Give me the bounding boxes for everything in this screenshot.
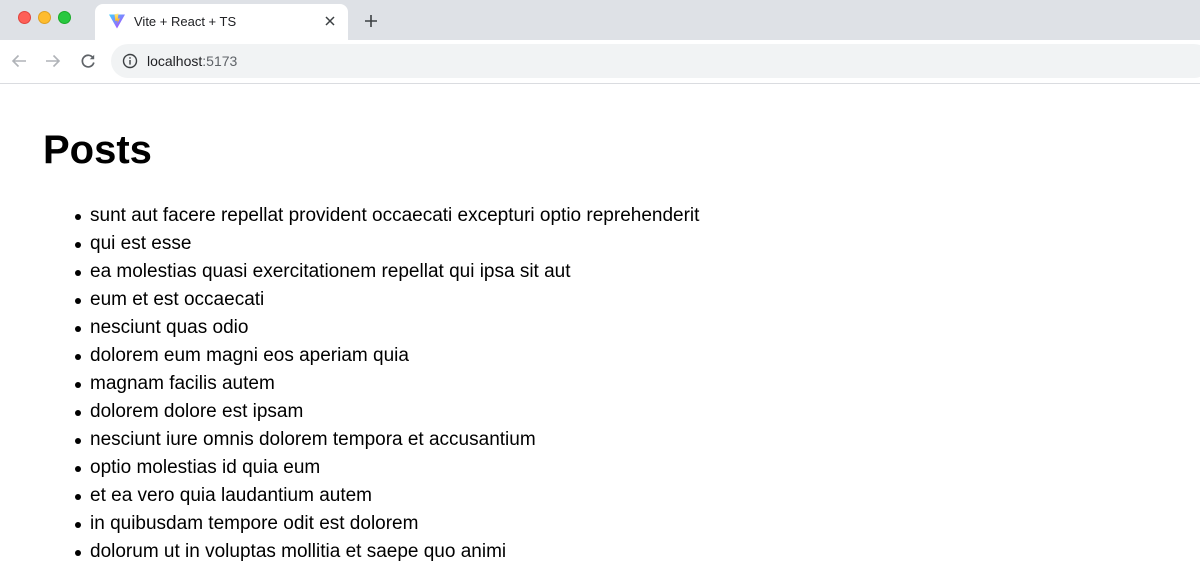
list-item [90, 286, 699, 314]
url-port: :5173 [202, 53, 238, 69]
post-title: nesciunt quas odio [90, 317, 249, 338]
post-title: optio molestias id quia eum [90, 457, 321, 478]
list-item [90, 314, 699, 342]
list-item [90, 454, 699, 482]
list-item [90, 202, 699, 230]
post-title: dolorem eum magni eos aperiam quia [90, 345, 409, 366]
post-title: ea molestias quasi exercitationem repellat qui ipsa sit aut [90, 261, 571, 282]
post-title: eum et est occaecati [90, 289, 265, 310]
page-title: Posts [43, 128, 152, 172]
bullet [75, 326, 81, 332]
bullet [75, 214, 81, 220]
list-item [90, 370, 699, 398]
list-item [90, 398, 699, 426]
bullet [75, 410, 81, 416]
post-title: et ea vero quia laudantium autem [90, 485, 373, 506]
post-title: magnam facilis autem [90, 373, 275, 394]
window-minimize-button[interactable] [38, 11, 51, 24]
reload-icon[interactable] [77, 50, 99, 72]
bullet [75, 242, 81, 248]
plus-icon[interactable] [360, 10, 382, 32]
bullet [75, 466, 81, 472]
list-item [90, 230, 699, 258]
bullet [75, 550, 81, 556]
browser-tab[interactable] [95, 4, 348, 40]
tab-title: Vite + React + TS [134, 14, 237, 29]
bullet [75, 522, 81, 528]
url-host: localhost [147, 53, 203, 69]
list-item [90, 426, 699, 454]
arrow-left-icon[interactable] [8, 50, 30, 72]
list-item [90, 482, 699, 510]
list-item [90, 258, 699, 286]
list-item [90, 342, 699, 370]
post-title: in quibusdam tempore odit est dolorem [90, 513, 419, 534]
bullet [75, 298, 81, 304]
post-title: dolorum ut in voluptas mollitia et saepe quo animi [90, 541, 507, 562]
close-icon[interactable] [321, 12, 339, 30]
arrow-right-icon[interactable] [42, 50, 64, 72]
post-list [90, 202, 699, 566]
tab-strip [0, 0, 1200, 40]
window-maximize-button[interactable] [58, 11, 71, 24]
page-content [0, 85, 1200, 568]
list-item [90, 510, 699, 538]
bullet [75, 270, 81, 276]
bullet [75, 354, 81, 360]
browser-toolbar [0, 40, 1200, 84]
bullet [75, 382, 81, 388]
vite-logo-icon [108, 13, 126, 29]
bullet [75, 494, 81, 500]
post-title: sunt aut facere repellat provident occaecati excepturi optio reprehenderit [90, 205, 700, 226]
post-title: qui est esse [90, 233, 192, 254]
post-title: dolorem dolore est ipsam [90, 401, 304, 422]
address-bar[interactable] [111, 44, 1200, 78]
window-close-button[interactable] [18, 11, 31, 24]
info-icon[interactable] [122, 53, 138, 69]
bullet [75, 438, 81, 444]
url-text[interactable] [147, 53, 237, 69]
list-item [90, 538, 699, 566]
post-title: nesciunt iure omnis dolorem tempora et accusantium [90, 429, 536, 450]
